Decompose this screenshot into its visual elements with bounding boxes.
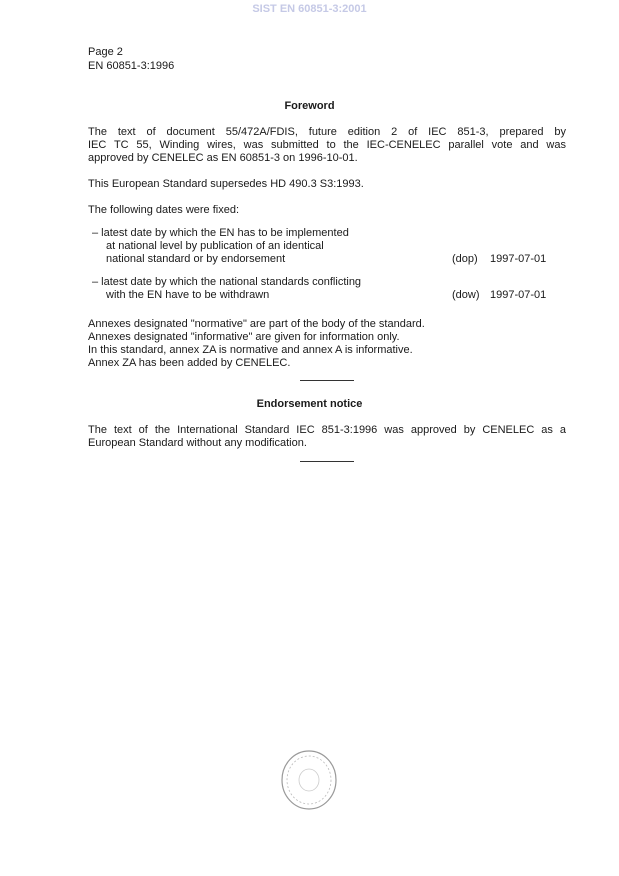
dop-date: 1997-07-01 <box>490 253 547 265</box>
dop-code: (dop) <box>452 253 478 265</box>
foreword-text-line: IEC TC 55, Winding wires, was submitted to the IEC-CENELEC parallel vote and was <box>88 139 566 151</box>
annex-note: Annexes designated "normative" are part of the body of the standard. <box>88 318 425 330</box>
annex-note: Annex ZA has been added by CENELEC. <box>88 357 291 369</box>
dop-text-line: at national level by publication of an identical <box>106 240 324 252</box>
dop-text-line: – latest date by which the EN has to be implemented <box>92 227 349 239</box>
dow-code: (dow) <box>452 289 480 301</box>
section-divider <box>300 461 354 462</box>
foreword-title: Foreword <box>284 100 335 112</box>
endorsement-title: Endorsement notice <box>256 398 363 410</box>
dow-text-line: – latest date by which the national standards conflicting <box>92 276 362 288</box>
foreword-text-line: approved by CENELEC as EN 60851-3 on 1996-10-01. <box>88 152 358 164</box>
dop-text-line: national standard or by endorsement <box>106 253 286 265</box>
document-id: EN 60851-3:1996 <box>88 60 175 72</box>
endorsement-text-line: European Standard without any modification. <box>88 437 307 449</box>
watermark: SIST EN 60851-3:2001 <box>252 3 367 15</box>
dow-text-line: with the EN have to be withdrawn <box>106 289 270 301</box>
annex-note: In this standard, annex ZA is normative and annex A is informative. <box>88 344 413 356</box>
page-number: Page 2 <box>88 46 123 58</box>
dow-date: 1997-07-01 <box>490 289 547 301</box>
official-stamp-icon <box>280 749 338 811</box>
supersedes-text: This European Standard supersedes HD 490.3 S3:1993. <box>88 178 364 190</box>
foreword-text-line: The text of document 55/472A/FDIS, future edition 2 of IEC 851-3, prepared by <box>88 126 566 138</box>
annex-note: Annexes designated "informative" are given for information only. <box>88 331 400 343</box>
endorsement-text-line: The text of the International Standard IEC 851-3:1996 was approved by CENELEC as a <box>88 424 566 436</box>
section-divider <box>300 380 354 381</box>
dates-intro: The following dates were fixed: <box>88 204 240 216</box>
